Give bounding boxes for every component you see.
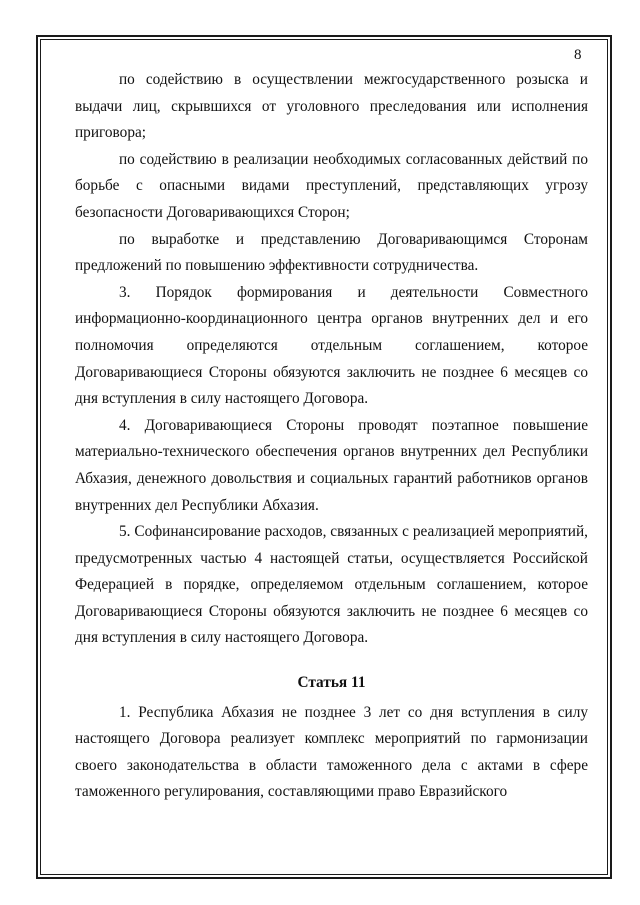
paragraph-clause-4: 4. Договаривающиеся Стороны проводят поэтапное повышение материально-технического обеспечения органов внутренних дел Республики Абхазия, денежного довольствия и социальных гарантий работников органов внутренних дел Республики Абхазия. — [75, 416, 588, 514]
article-11-clause-1: 1. Республика Абхазия не позднее 3 лет со дня вступления в силу настоящего Договора реализует комплекс мероприятий по гармонизации своего законодательства в области таможенного дела с актами в сфере таможенного регулирования, составляющими право Евразийского — [75, 703, 588, 801]
paragraph-clause-5: 5. Софинансирование расходов, связанных с реализацией мероприятий, предусмотренных частью 4 настоящей статьи, осуществляется Российской Федерацией в порядке, определяемом отдельным соглашением, которое Договаривающиеся Стороны обязуются заключить не позднее 6 месяцев со дня вступления в силу настоящего Договора. — [75, 523, 588, 647]
paragraph-crime-fighting: по содействию в реализации необходимых согласованных действий по борьбе с опасными видами преступлений, представляющих угрозу безопасности Договаривающихся Сторон; — [75, 150, 588, 221]
paragraph-clause-3: 3. Порядок формирования и деятельности Совместного информационно-координационного центра органов внутренних дел и его полномочия определяются отдельным соглашением, которое Договаривающиеся Стороны обязуются заключить не позднее 6 месяцев со дня вступления в силу настоящего Договора. — [75, 283, 588, 408]
article-heading: Статья 11 — [297, 674, 366, 692]
document-body — [75, 67, 588, 806]
paragraph-search-extradition: по содействию в осуществлении межгосударственного розыска и выдачи лиц, скрывшихся от уголовного преследования или исполнения приговора; — [75, 71, 588, 142]
page-number: 8 — [574, 47, 582, 63]
paragraph-cooperation-proposals: по выработке и представлению Договаривающимся Сторонам предложений по повышению эффективности сотрудничества. — [75, 230, 588, 275]
